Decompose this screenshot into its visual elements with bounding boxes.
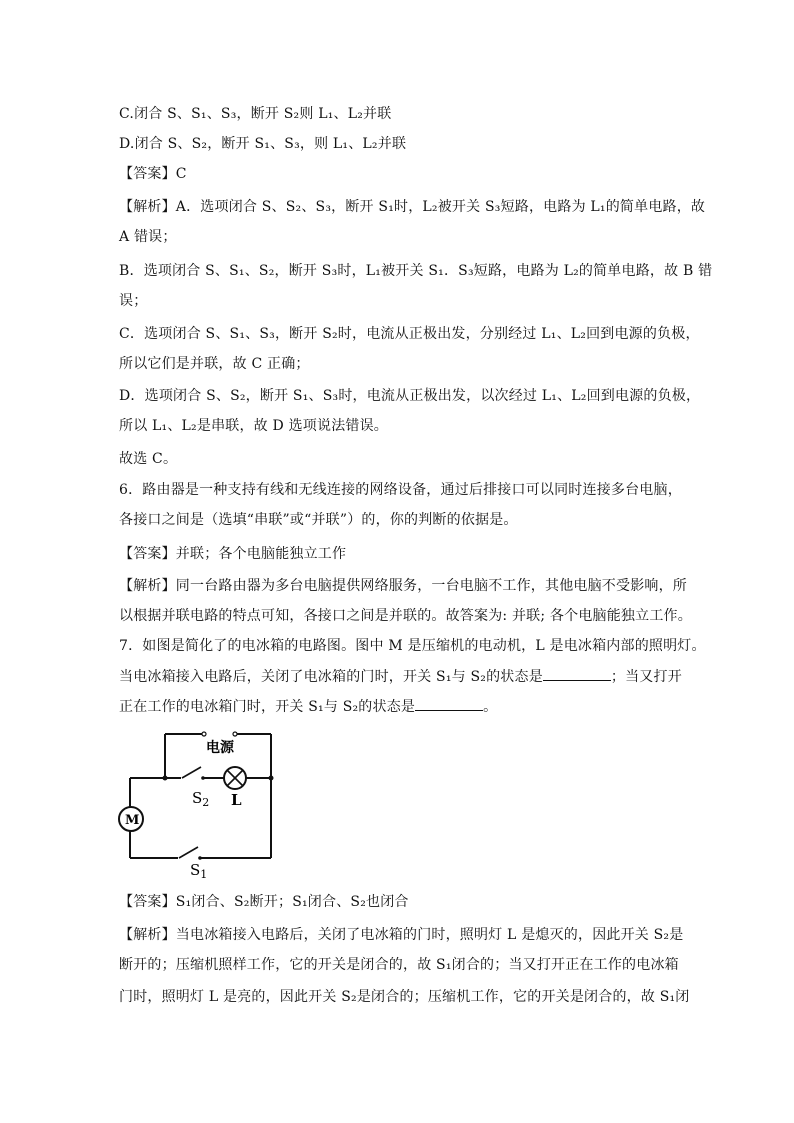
question-6-line: 各接口之间是（选填“串联”或“并联”）的，你的判断的依据是。 bbox=[119, 512, 518, 528]
analysis-line: 以根据并联电路的特点可知，各接口之间是并联的。故答案为: 并联; 各个电脑能独立工作。 bbox=[119, 608, 692, 624]
lamp-label: L bbox=[231, 791, 242, 809]
analysis-line: 所以它们是并联，故 C 正确； bbox=[119, 356, 310, 372]
switch-s1 bbox=[179, 847, 198, 858]
junction-dot bbox=[163, 776, 168, 781]
question-6-line: 6．路由器是一种支持有线和无线连接的网络设备，通过后排接口可以同时连接多台电脑， bbox=[119, 482, 682, 498]
analysis-line: A 错误； bbox=[119, 229, 177, 245]
q7-line3-prefix: 正在工作的电冰箱门时，开关 S₁与 S₂的状态是 bbox=[119, 699, 416, 715]
analysis-line: 误； bbox=[119, 293, 148, 309]
motor-label: M bbox=[125, 813, 140, 828]
analysis-line: B．选项闭合 S、S₁、S₂，断开 S₃时，L₁被开关 S₁．S₃短路，电路为 L₂的简单电路，故 B 错 bbox=[119, 263, 713, 279]
answer-blank[interactable] bbox=[543, 668, 611, 681]
analysis-line: 【解析】当电冰箱接入电路后，关闭了电冰箱的门时，照明灯 L 是熄灭的，因此开关 S₂是 bbox=[119, 927, 684, 943]
analysis-line: C．选项闭合 S、S₁、S₃，断开 S₂时，电流从正极出发，分别经过 L₁、L₂回到电源的负极， bbox=[119, 326, 700, 342]
answer-line: 【答案】S₁闭合、S₂断开；S₁闭合、S₂也闭合 bbox=[119, 894, 409, 910]
refrigerator-circuit-diagram bbox=[118, 725, 288, 885]
answer-line: 【答案】并联；各个电脑能独立工作 bbox=[119, 546, 347, 562]
power-source-label: 电源 bbox=[206, 740, 234, 756]
q7-line2-suffix: ；当又打开 bbox=[610, 669, 682, 685]
analysis-line: 【解析】A．选项闭合 S、S₂、S₃，断开 S₁时，L₂被开关 S₃短路，电路为 L₁的简单电路，故 bbox=[119, 199, 706, 215]
q7-line3-suffix: 。 bbox=[483, 699, 498, 715]
analysis-line: 断开的；压缩机照样工作，它的开关是闭合的，故 S₁闭合的；当又打开正在工作的电冰箱 bbox=[119, 957, 679, 973]
analysis-line: D．选项闭合 S、S₂，断开 S₁、S₃时，电流从正极出发，以次经过 L₁、L₂回到电源的负极， bbox=[119, 388, 701, 404]
switch-s2-label: $S_2$ bbox=[192, 789, 210, 809]
switch-s2 bbox=[182, 767, 201, 778]
answer-line: 【答案】C bbox=[119, 166, 187, 182]
q7-line2-prefix: 当电冰箱接入电路后，关闭了电冰箱的门时，开关 S₁与 S₂的状态是 bbox=[119, 669, 543, 685]
analysis-line: 门时，照明灯 L 是亮的，因此开关 S₂是闭合的；压缩机工作，它的开关是闭合的，故 S₁闭 bbox=[119, 989, 690, 1005]
switch-s1-label: $S_1$ bbox=[190, 861, 208, 881]
power-terminal bbox=[233, 732, 237, 736]
question-7-line bbox=[119, 668, 682, 686]
question-7-line bbox=[119, 698, 497, 716]
option-d-line: D.闭合 S、S₂，断开 S₁、S₃，则 L₁、L₂并联 bbox=[119, 136, 407, 152]
power-terminal bbox=[202, 732, 206, 736]
analysis-line: 所以 L₁、L₂是串联，故 D 选项说法错误。 bbox=[119, 418, 388, 434]
conclusion-line: 故选 C。 bbox=[119, 451, 178, 467]
analysis-line: 【解析】同一台路由器为多台电脑提供网络服务，一台电脑不工作，其他电脑不受影响，所 bbox=[119, 578, 687, 594]
option-c-line: C.闭合 S、S₁、S₃，断开 S₂则 L₁、L₂并联 bbox=[119, 106, 392, 122]
question-7-line: 7．如图是简化了的电冰箱的电路图。图中 M 是压缩机的电动机，L 是电冰箱内部的照明灯。 bbox=[119, 638, 706, 654]
answer-blank[interactable] bbox=[415, 698, 483, 711]
